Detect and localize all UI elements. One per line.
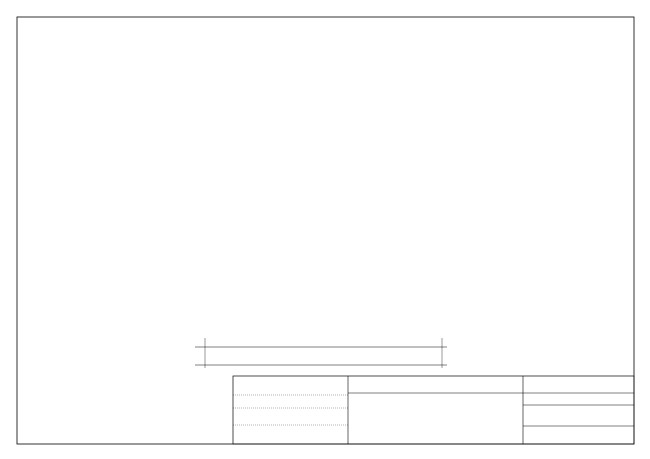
dimension-chain bbox=[195, 338, 447, 368]
title-block bbox=[233, 376, 634, 444]
sheet-border bbox=[17, 17, 634, 444]
